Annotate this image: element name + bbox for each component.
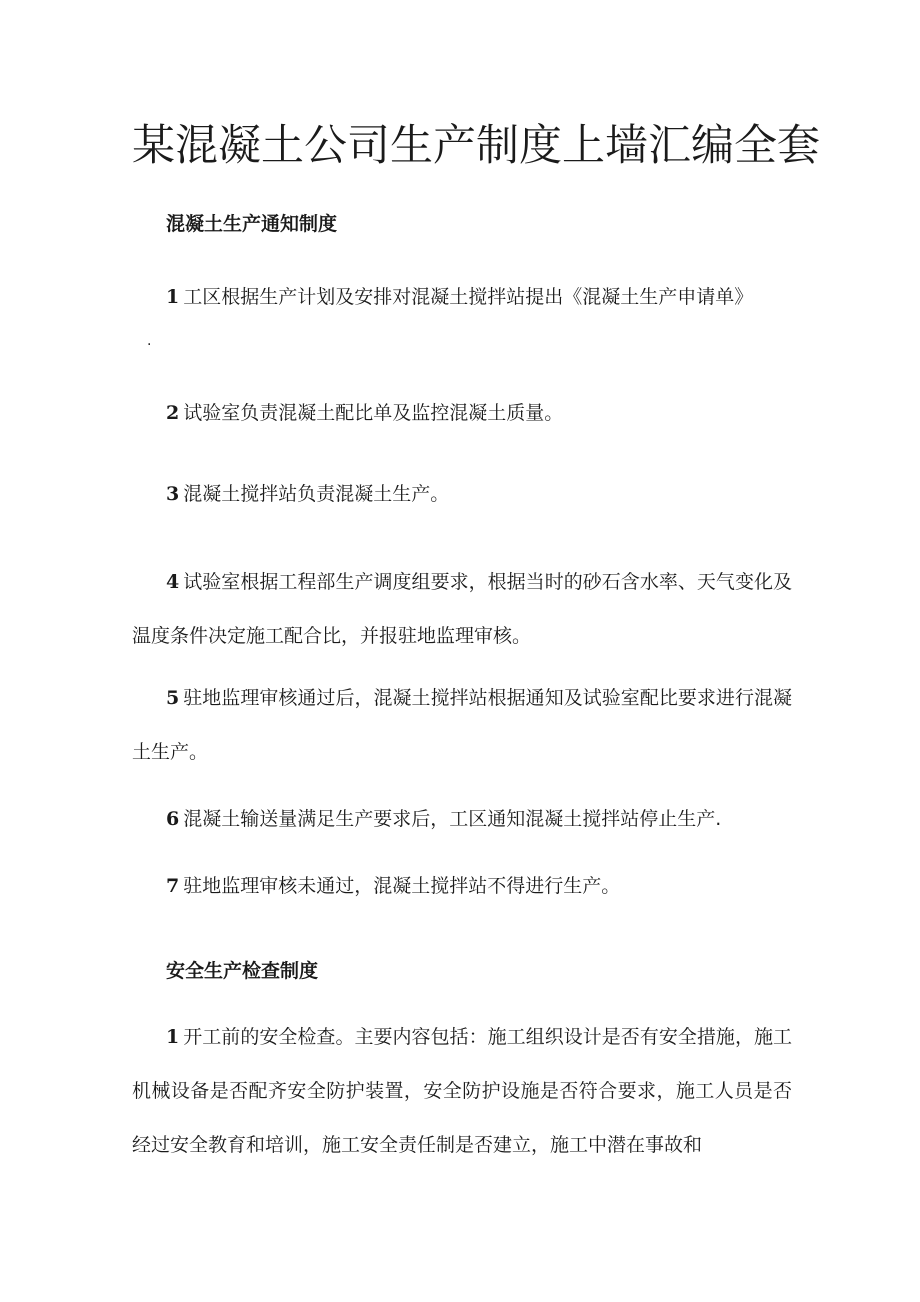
item-text: 试验室根据工程部生产调度组要求，根据当时的砂石含水率、天气变化及温度条件决定施工配合比，并报驻地监理审核。 [132, 571, 792, 647]
item-text: 混凝土输送量满足生产要求后，工区通知混凝土搅拌站停止生产. [183, 808, 722, 830]
paragraph-notice-6 [132, 792, 792, 846]
item-number: 7 [166, 875, 180, 897]
paragraph-notice-7 [132, 859, 792, 913]
item-text: 混凝土搅拌站负责混凝土生产。 [183, 483, 450, 505]
item-text: 驻地监理审核未通过，混凝土搅拌站不得进行生产。 [183, 875, 621, 897]
item-number: 1 [166, 286, 180, 308]
item-text: 驻地监理审核通过后，混凝土搅拌站根据通知及试验室配比要求进行混凝土生产。 [132, 687, 792, 763]
item-number: 6 [166, 808, 180, 830]
document-title: 某混凝土公司生产制度上墙汇编全套 [132, 121, 820, 171]
paragraph-notice-4 [132, 555, 792, 663]
item-number: 1 [166, 1026, 180, 1048]
item-number: 4 [166, 571, 180, 593]
item-text: 开工前的安全检查。主要内容包括：施工组织设计是否有安全措施，施工机械设备是否配齐安全防护装置，安全防护设施是否符合要求，施工人员是否经过安全教育和培训，施工安全责任制是否建立，施工中潜在事故和 [132, 1026, 792, 1156]
item-number: 2 [166, 402, 180, 424]
paragraph-safety-1 [132, 1010, 792, 1172]
paragraph-notice-5 [132, 671, 792, 779]
paragraph-notice-3 [132, 467, 792, 521]
item-trailing-mark: . [147, 333, 152, 349]
section-heading-safety-inspection: 安全生产检查制度 [166, 960, 319, 982]
paragraph-notice-1 [132, 270, 792, 324]
item-text: 工区根据生产计划及安排对混凝土搅拌站提出《混凝土生产申请单》 [183, 286, 754, 308]
section-heading-production-notice: 混凝土生产通知制度 [166, 213, 338, 235]
item-text: 试验室负责混凝土配比单及监控混凝土质量。 [183, 402, 564, 424]
item-number: 3 [166, 483, 180, 505]
item-number: 5 [166, 687, 180, 709]
paragraph-notice-2 [132, 386, 792, 440]
